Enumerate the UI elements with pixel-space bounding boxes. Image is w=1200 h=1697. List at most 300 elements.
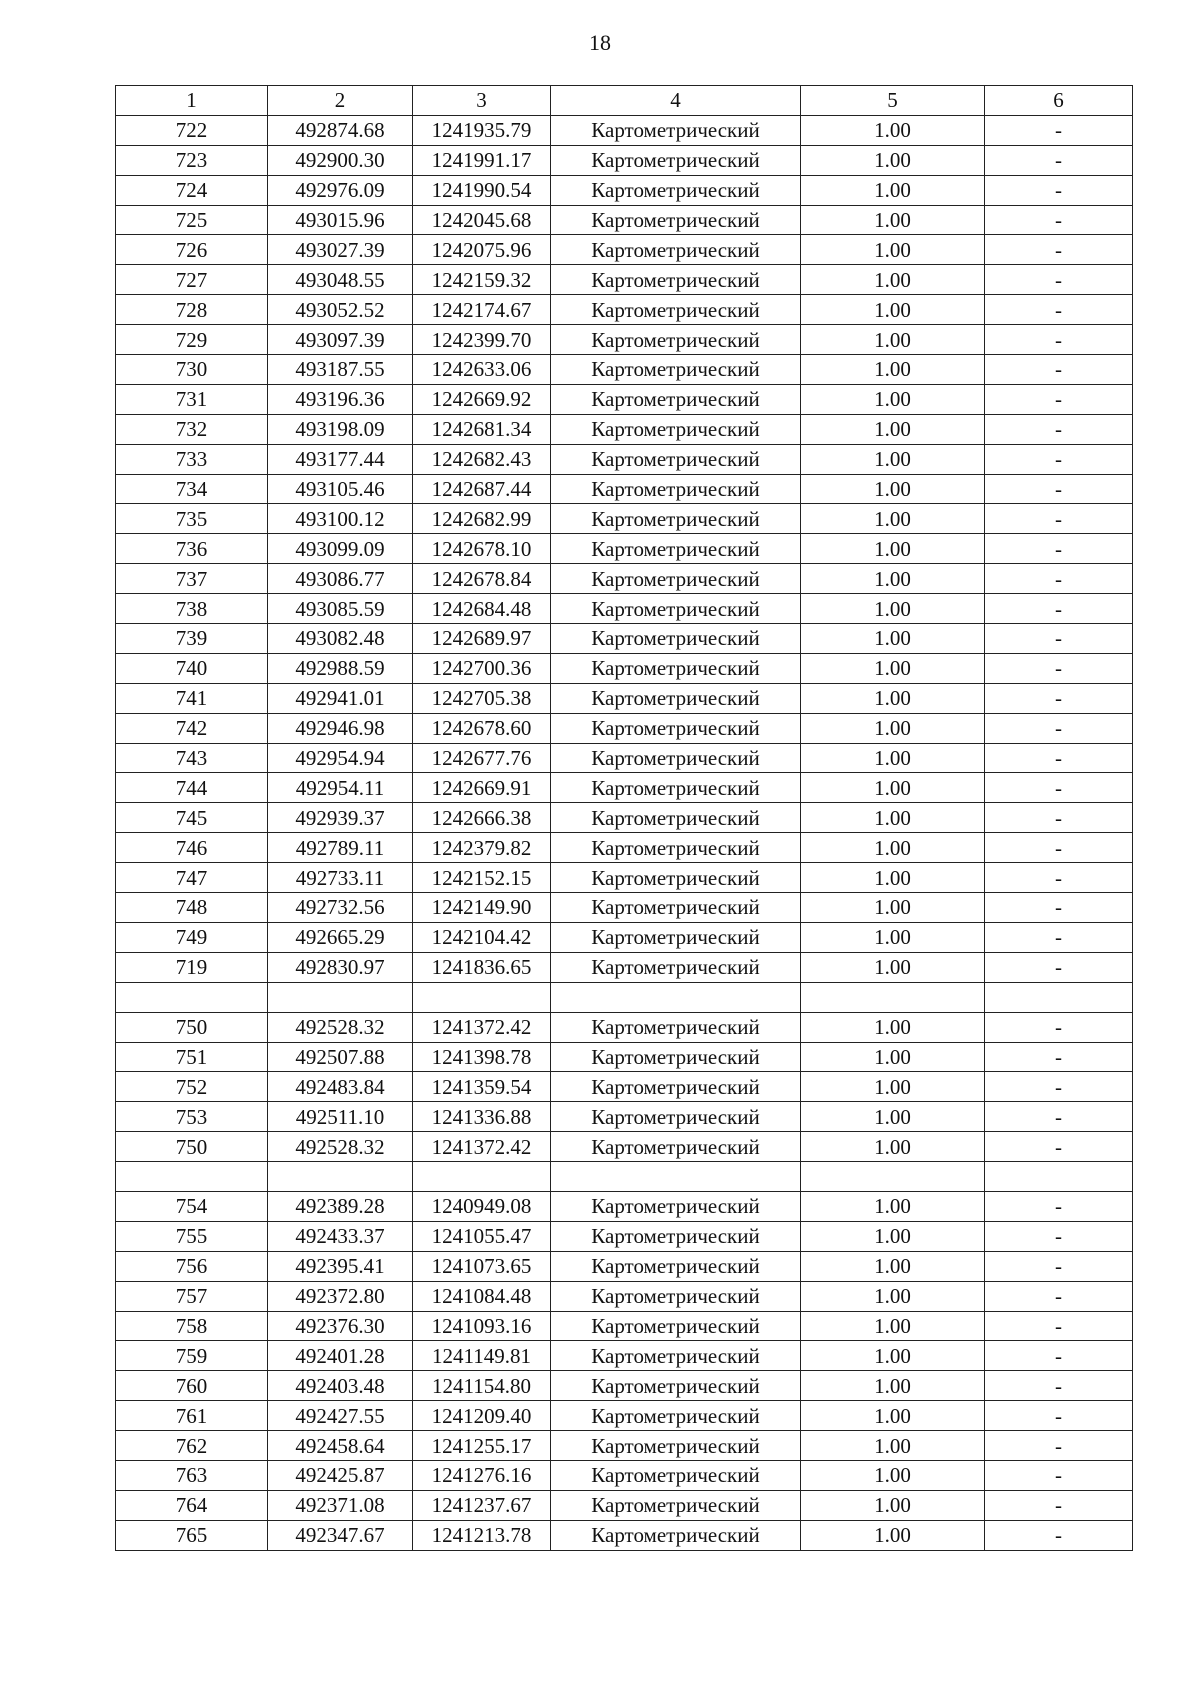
point-number-cell: 759 [116,1341,268,1371]
note-cell: - [985,594,1133,624]
point-number-cell: 758 [116,1311,268,1341]
method-cell: Картометрический [551,175,801,205]
point-number-cell: 743 [116,743,268,773]
y-coordinate-cell: 1241990.54 [413,175,551,205]
note-cell: - [985,1401,1133,1431]
method-cell: Картометрический [551,1520,801,1550]
table-row [116,504,1133,534]
point-number-cell: 723 [116,145,268,175]
y-coordinate-cell: 1241084.48 [413,1281,551,1311]
table-row [116,1102,1133,1132]
table-row [116,803,1133,833]
table-row [116,1460,1133,1490]
x-coordinate-cell: 492427.55 [268,1401,413,1431]
table-row [116,1281,1133,1311]
accuracy-cell: 1.00 [801,1072,985,1102]
table-row [116,594,1133,624]
point-number-cell [116,1162,268,1192]
table-row [116,265,1133,295]
method-cell: Картометрический [551,683,801,713]
method-cell: Картометрический [551,504,801,534]
point-number-cell: 736 [116,534,268,564]
y-coordinate-cell: 1242677.76 [413,743,551,773]
table-separator-row [116,982,1133,1012]
y-coordinate-cell: 1241372.42 [413,1132,551,1162]
x-coordinate-cell: 493048.55 [268,265,413,295]
x-coordinate-cell: 492939.37 [268,803,413,833]
table-row [116,1341,1133,1371]
y-coordinate-cell: 1241336.88 [413,1102,551,1132]
note-cell [985,982,1133,1012]
table-row [116,325,1133,355]
point-number-cell: 726 [116,235,268,265]
table-row [116,893,1133,923]
x-coordinate-cell: 492401.28 [268,1341,413,1371]
table-row [116,205,1133,235]
method-cell: Картометрический [551,1311,801,1341]
method-cell: Картометрический [551,833,801,863]
method-cell: Картометрический [551,1251,801,1281]
table-row [116,743,1133,773]
table-row [116,534,1133,564]
table-row [116,444,1133,474]
method-cell: Картометрический [551,205,801,235]
y-coordinate-cell: 1242045.68 [413,205,551,235]
point-number-cell: 755 [116,1221,268,1251]
x-coordinate-cell: 492941.01 [268,683,413,713]
accuracy-cell: 1.00 [801,922,985,952]
note-cell: - [985,1371,1133,1401]
table-row [116,863,1133,893]
method-cell: Картометрический [551,803,801,833]
x-coordinate-cell: 492376.30 [268,1311,413,1341]
note-cell: - [985,773,1133,803]
note-cell: - [985,1012,1133,1042]
method-cell: Картометрический [551,743,801,773]
x-coordinate-cell: 492665.29 [268,922,413,952]
table-separator-row [116,1162,1133,1192]
page-number: 18 [589,30,611,55]
point-number-cell: 753 [116,1102,268,1132]
y-coordinate-cell: 1241209.40 [413,1401,551,1431]
x-coordinate-cell: 492389.28 [268,1191,413,1221]
accuracy-cell: 1.00 [801,444,985,474]
accuracy-cell: 1.00 [801,653,985,683]
method-cell: Картометрический [551,384,801,414]
table-row [116,145,1133,175]
table-row [116,414,1133,444]
table-row [116,1520,1133,1550]
y-coordinate-cell: 1242399.70 [413,325,551,355]
table-row [116,952,1133,982]
method-cell: Картометрический [551,1191,801,1221]
method-cell: Картометрический [551,922,801,952]
x-coordinate-cell: 492371.08 [268,1490,413,1520]
x-coordinate-cell: 492507.88 [268,1042,413,1072]
y-coordinate-cell: 1241372.42 [413,1012,551,1042]
accuracy-cell: 1.00 [801,205,985,235]
accuracy-cell: 1.00 [801,713,985,743]
y-coordinate-cell: 1242666.38 [413,803,551,833]
y-coordinate-cell: 1242700.36 [413,653,551,683]
x-coordinate-cell: 492976.09 [268,175,413,205]
method-cell: Картометрический [551,1490,801,1520]
point-number-cell: 730 [116,355,268,385]
point-number-cell: 754 [116,1191,268,1221]
x-coordinate-cell: 493099.09 [268,534,413,564]
accuracy-cell: 1.00 [801,564,985,594]
table-row [116,922,1133,952]
method-cell: Картометрический [551,1460,801,1490]
accuracy-cell: 1.00 [801,1132,985,1162]
point-number-cell: 751 [116,1042,268,1072]
table-row [116,1132,1133,1162]
accuracy-cell: 1.00 [801,1012,985,1042]
accuracy-cell: 1.00 [801,893,985,923]
x-coordinate-cell: 493198.09 [268,414,413,444]
point-number-cell: 739 [116,624,268,654]
y-coordinate-cell: 1241935.79 [413,115,551,145]
point-number-cell: 765 [116,1520,268,1550]
method-cell: Картометрический [551,863,801,893]
column-header-5: 5 [801,86,985,116]
method-cell [551,982,801,1012]
y-coordinate-cell: 1242681.34 [413,414,551,444]
y-coordinate-cell: 1242669.91 [413,773,551,803]
table-row [116,1042,1133,1072]
x-coordinate-cell [268,982,413,1012]
y-coordinate-cell: 1241093.16 [413,1311,551,1341]
y-coordinate-cell: 1241255.17 [413,1431,551,1461]
point-number-cell: 757 [116,1281,268,1311]
point-number-cell: 728 [116,295,268,325]
method-cell: Картометрический [551,952,801,982]
accuracy-cell [801,982,985,1012]
accuracy-cell: 1.00 [801,265,985,295]
point-number-cell: 734 [116,474,268,504]
table-row [116,683,1133,713]
table-row [116,1401,1133,1431]
note-cell: - [985,1460,1133,1490]
note-cell: - [985,1281,1133,1311]
method-cell: Картометрический [551,653,801,683]
y-coordinate-cell: 1242159.32 [413,265,551,295]
x-coordinate-cell: 492789.11 [268,833,413,863]
method-cell: Картометрический [551,713,801,743]
x-coordinate-cell: 492425.87 [268,1460,413,1490]
note-cell: - [985,803,1133,833]
point-number-cell: 737 [116,564,268,594]
x-coordinate-cell: 493105.46 [268,474,413,504]
note-cell: - [985,1341,1133,1371]
y-coordinate-cell [413,1162,551,1192]
accuracy-cell: 1.00 [801,1341,985,1371]
accuracy-cell: 1.00 [801,624,985,654]
accuracy-cell: 1.00 [801,1251,985,1281]
point-number-cell: 747 [116,863,268,893]
point-number-cell: 760 [116,1371,268,1401]
x-coordinate-cell: 493187.55 [268,355,413,385]
note-cell: - [985,863,1133,893]
coordinates-table [115,85,1133,1551]
method-cell: Картометрический [551,474,801,504]
note-cell: - [985,414,1133,444]
accuracy-cell: 1.00 [801,952,985,982]
note-cell: - [985,713,1133,743]
accuracy-cell: 1.00 [801,1191,985,1221]
x-coordinate-cell: 493015.96 [268,205,413,235]
x-coordinate-cell: 493177.44 [268,444,413,474]
accuracy-cell: 1.00 [801,295,985,325]
accuracy-cell: 1.00 [801,1520,985,1550]
method-cell: Картометрический [551,773,801,803]
note-cell: - [985,683,1133,713]
point-number-cell: 745 [116,803,268,833]
accuracy-cell: 1.00 [801,1490,985,1520]
point-number-cell: 725 [116,205,268,235]
y-coordinate-cell: 1242379.82 [413,833,551,863]
method-cell: Картометрический [551,1102,801,1132]
table-row [116,384,1133,414]
accuracy-cell: 1.00 [801,1221,985,1251]
x-coordinate-cell: 492830.97 [268,952,413,982]
method-cell: Картометрический [551,1341,801,1371]
table-row [116,1490,1133,1520]
method-cell: Картометрический [551,1371,801,1401]
accuracy-cell: 1.00 [801,1281,985,1311]
note-cell: - [985,893,1133,923]
x-coordinate-cell: 492433.37 [268,1221,413,1251]
accuracy-cell: 1.00 [801,743,985,773]
table-row [116,175,1133,205]
method-cell: Картометрический [551,355,801,385]
accuracy-cell: 1.00 [801,115,985,145]
note-cell: - [985,653,1133,683]
point-number-cell: 741 [116,683,268,713]
point-number-cell: 731 [116,384,268,414]
accuracy-cell: 1.00 [801,833,985,863]
note-cell: - [985,624,1133,654]
note-cell: - [985,743,1133,773]
accuracy-cell: 1.00 [801,414,985,444]
x-coordinate-cell: 492874.68 [268,115,413,145]
note-cell: - [985,564,1133,594]
note-cell: - [985,444,1133,474]
note-cell: - [985,325,1133,355]
table-row [116,833,1133,863]
note-cell: - [985,952,1133,982]
note-cell: - [985,1311,1133,1341]
y-coordinate-cell: 1241276.16 [413,1460,551,1490]
table-row [116,1221,1133,1251]
point-number-cell: 746 [116,833,268,863]
note-cell: - [985,833,1133,863]
note-cell: - [985,115,1133,145]
note-cell: - [985,1251,1133,1281]
x-coordinate-cell: 493086.77 [268,564,413,594]
y-coordinate-cell: 1241991.17 [413,145,551,175]
point-number-cell: 749 [116,922,268,952]
x-coordinate-cell: 493100.12 [268,504,413,534]
x-coordinate-cell: 493052.52 [268,295,413,325]
x-coordinate-cell: 492732.56 [268,893,413,923]
column-header-6: 6 [985,86,1133,116]
y-coordinate-cell: 1241149.81 [413,1341,551,1371]
table-row [116,773,1133,803]
y-coordinate-cell: 1242682.99 [413,504,551,534]
x-coordinate-cell: 492954.94 [268,743,413,773]
table-row [116,1072,1133,1102]
method-cell: Картометрический [551,1431,801,1461]
table-header-row [116,86,1133,116]
y-coordinate-cell: 1242669.92 [413,384,551,414]
point-number-cell: 732 [116,414,268,444]
point-number-cell [116,982,268,1012]
accuracy-cell: 1.00 [801,325,985,355]
method-cell: Картометрический [551,624,801,654]
x-coordinate-cell: 492954.11 [268,773,413,803]
accuracy-cell: 1.00 [801,683,985,713]
note-cell: - [985,175,1133,205]
x-coordinate-cell: 492458.64 [268,1431,413,1461]
x-coordinate-cell [268,1162,413,1192]
note-cell: - [985,1221,1133,1251]
table-row [116,355,1133,385]
accuracy-cell: 1.00 [801,1401,985,1431]
table-row [116,713,1133,743]
note-cell: - [985,474,1133,504]
accuracy-cell: 1.00 [801,1460,985,1490]
x-coordinate-cell: 492483.84 [268,1072,413,1102]
column-header-2: 2 [268,86,413,116]
y-coordinate-cell: 1242633.06 [413,355,551,385]
accuracy-cell: 1.00 [801,534,985,564]
x-coordinate-cell: 492528.32 [268,1132,413,1162]
y-coordinate-cell: 1240949.08 [413,1191,551,1221]
point-number-cell: 761 [116,1401,268,1431]
method-cell [551,1162,801,1192]
x-coordinate-cell: 492372.80 [268,1281,413,1311]
x-coordinate-cell: 493085.59 [268,594,413,624]
accuracy-cell: 1.00 [801,235,985,265]
point-number-cell: 756 [116,1251,268,1281]
point-number-cell: 719 [116,952,268,982]
table-row [116,115,1133,145]
accuracy-cell: 1.00 [801,1311,985,1341]
point-number-cell: 735 [116,504,268,534]
accuracy-cell: 1.00 [801,863,985,893]
note-cell: - [985,534,1133,564]
column-header-4: 4 [551,86,801,116]
method-cell: Картометрический [551,145,801,175]
table-row [116,564,1133,594]
accuracy-cell: 1.00 [801,773,985,803]
table-row [116,1431,1133,1461]
x-coordinate-cell: 492946.98 [268,713,413,743]
point-number-cell: 738 [116,594,268,624]
accuracy-cell: 1.00 [801,384,985,414]
y-coordinate-cell: 1241213.78 [413,1520,551,1550]
table-row [116,1311,1133,1341]
x-coordinate-cell: 492733.11 [268,863,413,893]
y-coordinate-cell: 1242689.97 [413,624,551,654]
note-cell: - [985,145,1133,175]
point-number-cell: 722 [116,115,268,145]
method-cell: Картометрический [551,1401,801,1431]
accuracy-cell: 1.00 [801,355,985,385]
note-cell: - [985,205,1133,235]
accuracy-cell: 1.00 [801,504,985,534]
x-coordinate-cell: 493082.48 [268,624,413,654]
point-number-cell: 740 [116,653,268,683]
x-coordinate-cell: 493196.36 [268,384,413,414]
accuracy-cell: 1.00 [801,1431,985,1461]
method-cell: Картометрический [551,414,801,444]
x-coordinate-cell: 492528.32 [268,1012,413,1042]
y-coordinate-cell: 1242684.48 [413,594,551,624]
point-number-cell: 729 [116,325,268,355]
point-number-cell: 727 [116,265,268,295]
table-row [116,653,1133,683]
method-cell: Картометрический [551,564,801,594]
point-number-cell: 724 [116,175,268,205]
point-number-cell: 764 [116,1490,268,1520]
accuracy-cell: 1.00 [801,1102,985,1132]
point-number-cell: 762 [116,1431,268,1461]
method-cell: Картометрический [551,594,801,624]
y-coordinate-cell: 1242075.96 [413,235,551,265]
y-coordinate-cell: 1242678.60 [413,713,551,743]
y-coordinate-cell: 1242678.84 [413,564,551,594]
y-coordinate-cell: 1241073.65 [413,1251,551,1281]
column-header-1: 1 [116,86,268,116]
method-cell: Картометрический [551,534,801,564]
note-cell: - [985,1132,1133,1162]
table-body [116,115,1133,1550]
y-coordinate-cell: 1242682.43 [413,444,551,474]
x-coordinate-cell: 492347.67 [268,1520,413,1550]
table-row [116,474,1133,504]
note-cell: - [985,355,1133,385]
accuracy-cell: 1.00 [801,803,985,833]
method-cell: Картометрический [551,444,801,474]
point-number-cell: 752 [116,1072,268,1102]
method-cell: Картометрический [551,295,801,325]
point-number-cell: 750 [116,1012,268,1042]
table-row [116,1251,1133,1281]
note-cell: - [985,1042,1133,1072]
x-coordinate-cell: 492403.48 [268,1371,413,1401]
y-coordinate-cell: 1241154.80 [413,1371,551,1401]
note-cell: - [985,1072,1133,1102]
y-coordinate-cell: 1241237.67 [413,1490,551,1520]
note-cell: - [985,265,1133,295]
y-coordinate-cell: 1242705.38 [413,683,551,713]
method-cell: Картометрический [551,1281,801,1311]
method-cell: Картометрический [551,893,801,923]
x-coordinate-cell: 493097.39 [268,325,413,355]
method-cell: Картометрический [551,1042,801,1072]
y-coordinate-cell: 1242149.90 [413,893,551,923]
y-coordinate-cell: 1241836.65 [413,952,551,982]
point-number-cell: 742 [116,713,268,743]
table-row [116,624,1133,654]
x-coordinate-cell: 492511.10 [268,1102,413,1132]
y-coordinate-cell: 1241398.78 [413,1042,551,1072]
table-row [116,295,1133,325]
table-row [116,1012,1133,1042]
accuracy-cell: 1.00 [801,1042,985,1072]
